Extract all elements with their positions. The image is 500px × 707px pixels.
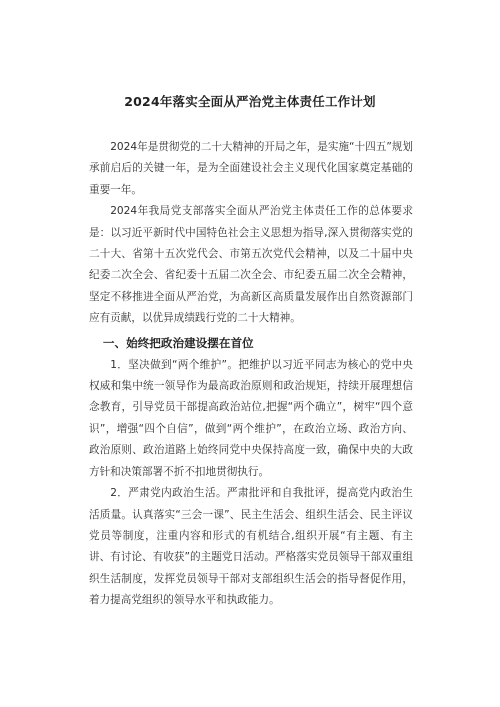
section [89,332,413,612]
intro-paragraph: 2024年是贯彻党的二十大精神的开局之年，是实施“十四五”规划承前启后的关键一年，是为全面建设社会主义现代化国家奠定基础的重要一年。 [89,141,413,196]
section-paragraph: 1．坚决做到“两个维护”。把维护以习近平同志为核心的党中央权威和集中统一领导作为最高政治原则和政治规矩，持续开展理想信念教育，引导党员干部提高政治站位,把握“两个确立”，树牢“四个意识”，增强“四个自信”，做到“两个维护”，在政治立场、政治方向、政治原则、政治道路上始终同党中央保持高度一致，确保中央的大政方针和决策部署不折不扣地贯彻执行。 [89,358,413,478]
section-heading: 一、始终把政治建设摆在首位 [102,335,254,350]
document-body [89,137,413,612]
section-paragraph: 2．严肃党内政治生活。严肃批评和自我批评，提高党内政治生活质量。认真落实“三会一课”、民主生活会、组织生活会、民主评议党员等制度，注重内容和形式的有机结合,组织开展“有主题、有主讲、有讨论、有收获”的主题党日活动。严格落实党员领导干部双重组织生活制度，发挥党员领导干部对支部组织生活会的指导督促作用，着力提高党组织的领导水平和执政能力。 [89,487,413,607]
document-title: 2024年落实全面从严治党主体责任工作计划 [124,94,376,109]
intro-paragraph: 2024年我局党支部落实全面从严治党主体责任工作的总体要求是：以习近平新时代中国特色社会主义思想为指导,深入贯彻落实党的二十大、省第十五次党代会、市第五次党代会精神，以及二十届中央纪委二次全会、省纪委十五届二次全会、市纪委五届二次全会精神，坚定不移推进全面从严治党，为高新区高质量发展作出自然资源部门应有贡献，以优异成绩践行党的二十大精神。 [89,205,413,325]
